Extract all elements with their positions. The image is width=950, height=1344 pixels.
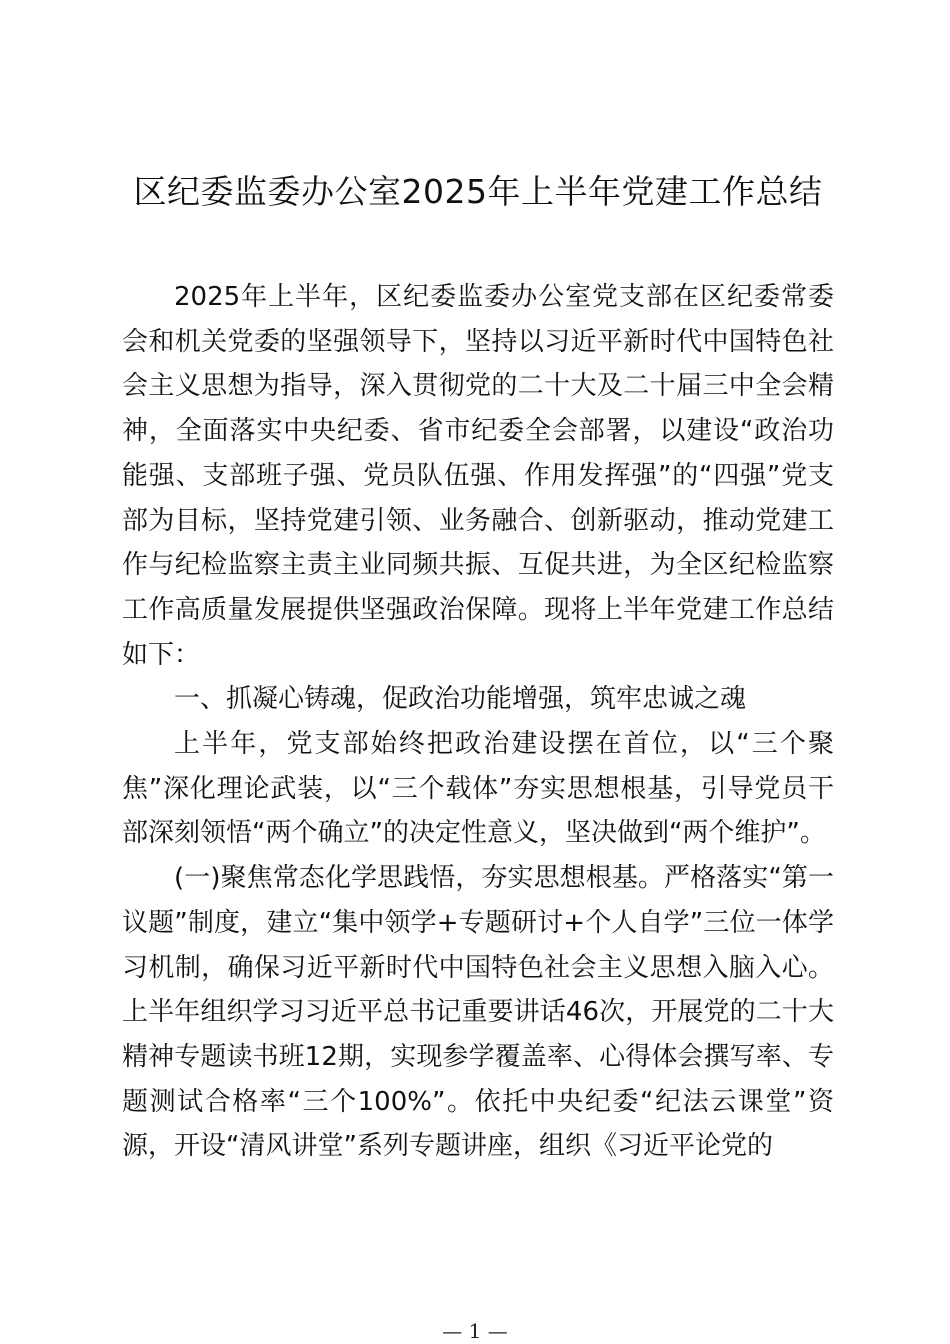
section-1-paragraph: 上半年，党支部始终把政治建设摆在首位，以“三个聚焦”深化理论武装，以“三个载体”夯实思想根基，引导党员干部深刻领悟“两个确立”的决定性意义，坚决做到“两个维护”。 — [122, 729, 834, 849]
document-title: 区纪委监委办公室2025年上半年党建工作总结 — [133, 172, 823, 211]
section-heading-1: 一、抓凝心铸魂，促政治功能增强，筑牢忠诚之魂 — [174, 684, 747, 715]
document-body — [122, 275, 834, 1169]
intro-paragraph: 2025年上半年，区纪委监委办公室党支部在区纪委常委会和机关党委的坚强领导下，坚持以习近平新时代中国特色社会主义思想为指导，深入贯彻党的二十大及二十届三中全会精神，全面落实中央纪委、省市纪委全会部署，以建设“政治功能强、支部班子强、党员队伍强、作用发挥强”的“四强”党支部为目标，坚持党建引领、业务融合、创新驱动，推动党建工作与纪检监察主责主业同频共振、互促共进，为全区纪检监察工作高质量发展提供坚强政治保障。现将上半年党建工作总结如下： — [122, 282, 834, 670]
page-number: — 1 — — [442, 1319, 508, 1343]
subsection-1-paragraph: (一)聚焦常态化学思践悟，夯实思想根基。严格落实“第一议题”制度，建立“集中领学+专题研讨+个人自学”三位一体学习机制，确保习近平新时代中国特色社会主义思想入脑入心。上半年组织学习习近平总书记重要讲话46次，开展党的二十大精神专题读书班12期，实现参学覆盖率、心得体会撰写率、专题测试合格率“三个100%”。依托中央纪委“纪法云课堂”资源，开设“清风讲堂”系列专题讲座，组织《习近平论党的 — [122, 863, 834, 1162]
